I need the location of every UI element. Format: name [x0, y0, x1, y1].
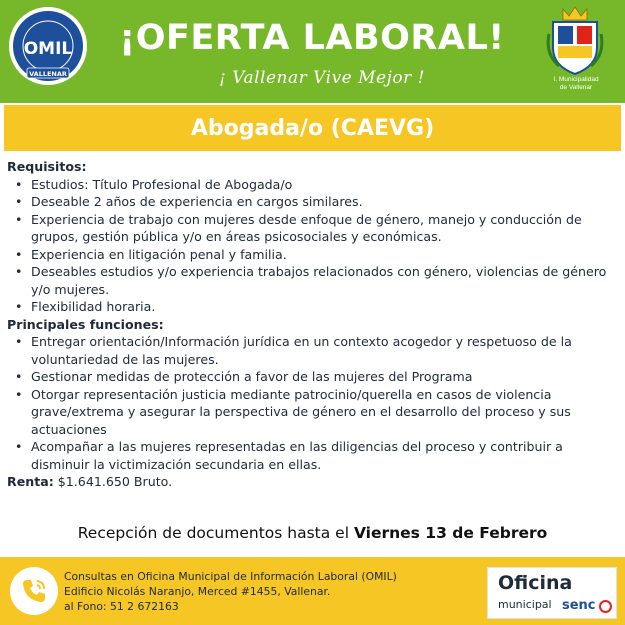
job-description [7, 158, 619, 491]
footer-contact [0, 557, 625, 625]
job-title-box [4, 105, 621, 151]
contact-info [64, 569, 397, 615]
salary-value: $1.641.650 Bruto. [57, 474, 173, 489]
contact-line: al Fono: 51 2 672163 [64, 600, 179, 614]
sence-word: senc [562, 598, 596, 613]
job-title-band [0, 103, 625, 155]
requirements-heading: Requisitos: [7, 159, 87, 174]
salary-line [7, 473, 619, 491]
omil-logo-text: OMIL [23, 39, 73, 59]
list-item: • Flexibilidad horaria. [7, 298, 619, 316]
deadline-line [0, 524, 625, 542]
list-item: • Experiencia de trabajo con mujeres desde enfoque de género, manejo y conducción de grupos, gestión pública y/o en áreas psicosociales y económicas. [7, 211, 619, 246]
list-item: • Entregar orientación/Información jurídica en un contexto acogedor y respetuoso de la voluntariedad de las mujeres. [7, 333, 619, 368]
deadline-prefix: Recepción de documentos hasta el [77, 524, 354, 542]
oficina-word: Oficina [498, 572, 573, 594]
list-item: • Otorgar representación justicia mediante patrocinio/querella en casos de violencia grave/extrema y asegurar la perspectiva de género en el desarrollo del proceso y sus actuaciones [7, 386, 619, 439]
header-banner [0, 0, 625, 103]
job-title: Abogada/o (CAEVG) [190, 115, 435, 141]
list-item: • Deseables estudios y/o experiencia trabajos relacionados con género, violencias de género y/o mujeres. [7, 263, 619, 298]
contact-line: Consultas en Oficina Municipal de Información Laboral (OMIL) [64, 570, 397, 583]
functions-list [7, 333, 619, 473]
phone-icon [10, 567, 58, 615]
phone-icon-glyph [20, 577, 48, 605]
slogan: ¡ Vallenar Vive Mejor ! [219, 68, 425, 88]
omil-logo [7, 4, 89, 88]
salary-label: Renta: [7, 474, 54, 489]
sence-e-icon [599, 600, 612, 613]
deadline-date: Viernes 13 de Febrero [353, 524, 548, 542]
municipal-crest-icon [545, 4, 605, 76]
list-item: • Gestionar medidas de protección a favor de las mujeres del Programa [7, 368, 619, 386]
list-item: • Deseable 2 años de experiencia en cargos similares. [7, 193, 619, 211]
oficina-municipal-logo [487, 567, 617, 619]
list-item: • Estudios: Título Profesional de Abogada/o [7, 176, 619, 194]
list-item: • Acompañar a las mujeres representadas en las diligencias del proceso y contribuir a disminuir la victimización secundaria en ellas. [7, 438, 619, 473]
municipal-word: municipal [498, 598, 552, 611]
page-title: ¡OFERTA LABORAL! [119, 18, 505, 58]
requirements-list [7, 176, 619, 316]
functions-heading: Principales funciones: [7, 316, 164, 332]
omil-logo-subtext: VALLENAR [29, 70, 67, 78]
contact-line: Edificio Nicolás Naranjo, Merced #1455, Vallenar. [64, 585, 331, 599]
municipality-name: I. Municipalidad de Vallenar [553, 76, 599, 91]
list-item: • Experiencia en litigación penal y familia. [7, 246, 619, 264]
